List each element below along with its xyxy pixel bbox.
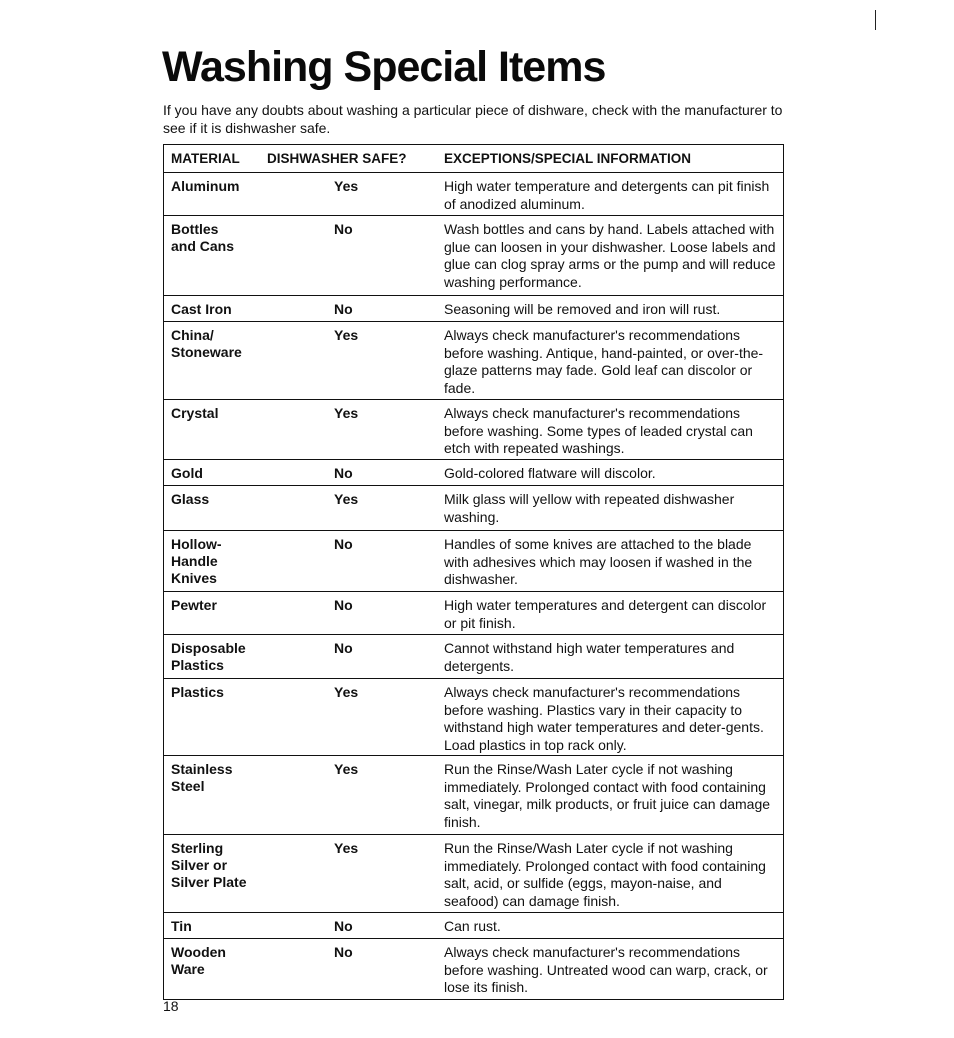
table-row [164, 939, 783, 999]
material-cell: Sterling Silver or Silver Plate [171, 840, 247, 890]
material-cell: Plastics [171, 684, 224, 700]
table-row [164, 835, 783, 913]
material-cell: Pewter [171, 597, 217, 613]
info-cell: Can rust. [444, 918, 501, 934]
table-header [164, 145, 783, 173]
material-cell: China/ Stoneware [171, 327, 242, 360]
table-row [164, 592, 783, 635]
safe-cell: Yes [334, 178, 359, 194]
info-cell: Always check manufacturer's recommendations before washing. Untreated wood can warp, crack, or lose its finish. [444, 944, 768, 995]
table-row [164, 216, 783, 296]
info-cell: Run the Rinse/Wash Later cycle if not washing immediately. Prolonged contact with food containing salt, acid, or sulfide (eggs, mayon-naise, and seafood) can damage finish. [444, 840, 766, 909]
material-cell: Gold [171, 465, 203, 481]
safe-cell: No [334, 465, 353, 481]
intro-paragraph: If you have any doubts about washing a particular piece of dishware, check with the manufacturer to see if it is dishwasher safe. [163, 102, 783, 136]
safe-cell: No [334, 640, 353, 656]
table-row [164, 913, 783, 939]
header-dishwasher-safe: DISHWASHER SAFE? [267, 151, 407, 166]
safe-cell: No [334, 944, 353, 960]
info-cell: Always check manufacturer's recommendations before washing. Plastics vary in their capacity to withstand high water temperatures and deter-gents. Load plastics in top rack only. [444, 684, 764, 753]
safe-cell: Yes [334, 327, 359, 343]
table-row [164, 486, 783, 531]
page-title: Washing Special Items [162, 43, 606, 91]
material-cell: Cast Iron [171, 301, 232, 317]
info-cell: Wash bottles and cans by hand. Labels attached with glue can loosen in your dishwasher. Loose labels and glue can clog spray arms or the pump and will reduce washing performance. [444, 221, 776, 290]
table-row [164, 756, 783, 835]
info-cell: Gold-colored flatware will discolor. [444, 465, 656, 481]
table-row [164, 400, 783, 460]
safe-cell: Yes [334, 405, 359, 421]
safe-cell: No [334, 301, 353, 317]
material-cell: Stainless Steel [171, 761, 233, 794]
material-cell: Crystal [171, 405, 219, 421]
info-cell: High water temperature and detergents can pit finish of anodized aluminum. [444, 178, 770, 212]
info-cell: High water temperatures and detergent can discolor or pit finish. [444, 597, 767, 631]
page-number: 18 [163, 998, 179, 1014]
material-cell: Tin [171, 918, 192, 934]
corner-mark [875, 10, 876, 30]
table-row [164, 322, 783, 400]
info-cell: Cannot withstand high water temperatures and detergents. [444, 640, 735, 674]
material-cell: Hollow- Handle Knives [171, 536, 222, 586]
material-cell: Wooden Ware [171, 944, 226, 977]
safe-cell: Yes [334, 491, 359, 507]
header-exceptions: EXCEPTIONS/SPECIAL INFORMATION [444, 151, 692, 166]
info-cell: Handles of some knives are attached to the blade with adhesives which may loosen if washed in the dishwasher. [444, 536, 753, 587]
safe-cell: Yes [334, 761, 359, 777]
material-cell: Aluminum [171, 178, 240, 194]
table-row [164, 296, 783, 322]
safe-cell: Yes [334, 840, 359, 856]
info-cell: Seasoning will be removed and iron will rust. [444, 301, 721, 317]
material-cell: Glass [171, 491, 210, 507]
info-cell: Milk glass will yellow with repeated dishwasher washing. [444, 491, 735, 525]
table-row [164, 531, 783, 592]
table-row [164, 635, 783, 679]
table-row [164, 173, 783, 216]
info-cell: Always check manufacturer's recommendations before washing. Antique, hand-painted, or over-the-glaze patterns may fade. Gold leaf can discolor or fade. [444, 327, 764, 396]
safe-cell: No [334, 221, 353, 237]
header-material: MATERIAL [171, 151, 240, 166]
safe-cell: No [334, 597, 353, 613]
table-row [164, 679, 783, 756]
material-cell: Disposable Plastics [171, 640, 246, 673]
safe-cell: No [334, 536, 353, 552]
safe-cell: Yes [334, 684, 359, 700]
info-cell: Run the Rinse/Wash Later cycle if not washing immediately. Prolonged contact with food containing salt, vinegar, milk products, or fruit juice can damage finish. [444, 761, 771, 830]
safe-cell: No [334, 918, 353, 934]
material-cell: Bottles and Cans [171, 221, 235, 254]
table-row [164, 460, 783, 486]
info-cell: Always check manufacturer's recommendations before washing. Some types of leaded crystal can etch with repeated washings. [444, 405, 753, 456]
special-items-table [163, 144, 784, 1000]
